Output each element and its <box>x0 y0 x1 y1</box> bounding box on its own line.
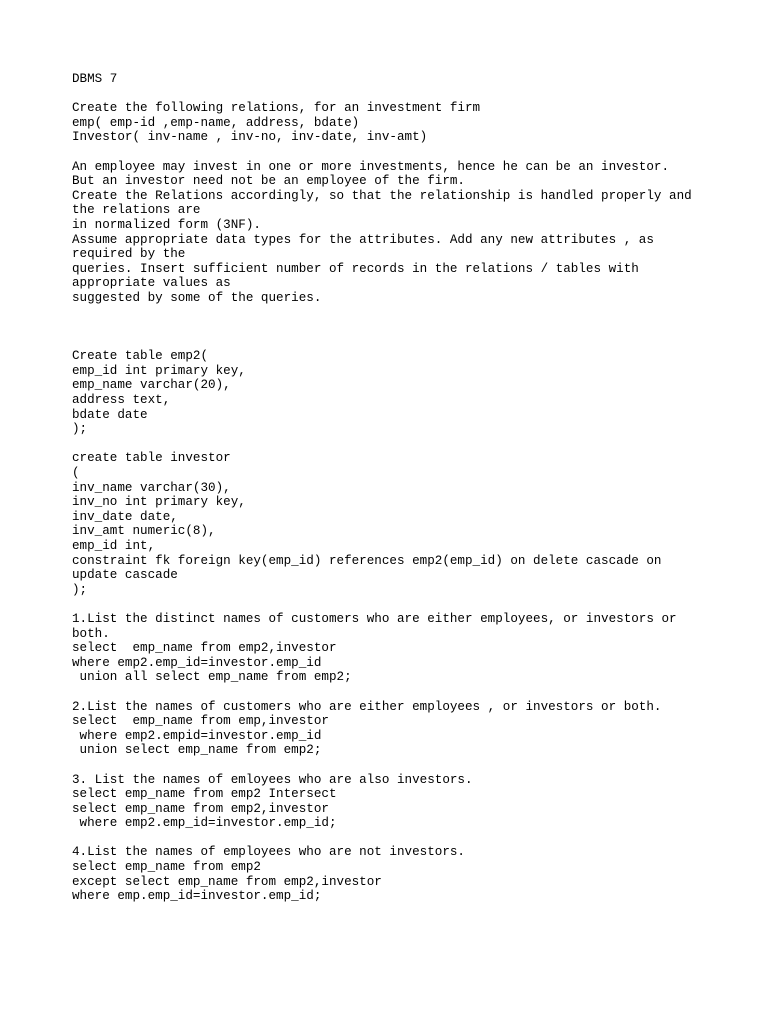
description-line: appropriate values as <box>72 276 231 291</box>
query-4-line: 4.List the names of employees who are not investors. <box>72 845 465 860</box>
query-2-line: select emp_name from emp,investor <box>72 714 329 729</box>
create-investor-line: ); <box>72 582 88 597</box>
query-4-line: except select emp_name from emp2,investor <box>72 874 382 889</box>
description-line: queries. Insert sufficient number of records in the relations / tables with <box>72 261 639 276</box>
query-2-line: where emp2.empid=investor.emp_id <box>72 728 322 743</box>
spacer <box>72 597 712 612</box>
document-title: DBMS 7 <box>72 72 118 86</box>
query-4-line: select emp_name from emp2 <box>72 860 261 875</box>
query-3-line: where emp2.emp_id=investor.emp_id; <box>72 816 337 831</box>
query-3-line: 3. List the names of emloyees who are also investors. <box>72 772 473 787</box>
create-investor-line: inv_no int primary key, <box>72 495 246 510</box>
spacer <box>72 87 712 102</box>
spacer <box>72 685 712 700</box>
query-2-line: 2.List the names of customers who are either employees , or investors or both. <box>72 699 662 714</box>
create-emp-line: Create table emp2( <box>72 349 209 364</box>
query-1-line: where emp2.emp_id=investor.emp_id <box>72 655 322 670</box>
create-emp-line: emp_id int primary key, <box>72 363 246 378</box>
description-line: Create the Relations accordingly, so that the relationship is handled properly and <box>72 188 692 203</box>
create-emp-line: emp_name varchar(20), <box>72 378 231 393</box>
query-1-line: both. <box>72 626 110 641</box>
query-1-line: select emp_name from emp2,investor <box>72 641 337 656</box>
spacer <box>72 831 712 846</box>
intro-line: Investor( inv-name , inv-no, inv-date, inv-amt) <box>72 130 428 145</box>
description-line: suggested by some of the queries. <box>72 290 322 305</box>
create-investor-line: inv_name varchar(30), <box>72 480 231 495</box>
description-line: An employee may invest in one or more investments, hence he can be an investor. <box>72 159 670 174</box>
spacer <box>72 306 712 321</box>
description-line: in normalized form (3NF). <box>72 217 261 232</box>
create-investor-line: inv_date date, <box>72 509 178 524</box>
spacer <box>72 758 712 773</box>
create-investor-line: ( <box>72 466 80 481</box>
query-3-line: select emp_name from emp2,investor <box>72 801 329 816</box>
query-2-line: union select emp_name from emp2; <box>72 743 322 758</box>
query-1-line: union all select emp_name from emp2; <box>72 670 352 685</box>
description-line: the relations are <box>72 203 201 218</box>
description-line: Assume appropriate data types for the attributes. Add any new attributes , as <box>72 232 654 247</box>
document-page <box>72 72 712 904</box>
create-emp-line: address text, <box>72 393 171 408</box>
create-investor-line: update cascade <box>72 568 178 583</box>
create-emp-line: bdate date <box>72 407 148 422</box>
create-emp-line: ); <box>72 422 88 437</box>
spacer <box>72 335 712 350</box>
description-line: required by the <box>72 247 186 262</box>
create-investor-line: inv_amt numeric(8), <box>72 524 216 539</box>
create-investor-line: emp_id int, <box>72 539 156 553</box>
spacer <box>72 437 712 452</box>
intro-line: emp( emp-id ,emp-name, address, bdate) <box>72 115 360 130</box>
query-4-line: where emp.emp_id=investor.emp_id; <box>72 889 322 904</box>
description-line: But an investor need not be an employee of the firm. <box>72 174 465 189</box>
query-3-line: select emp_name from emp2 Intersect <box>72 787 337 802</box>
spacer <box>72 320 712 335</box>
spacer <box>72 145 712 160</box>
create-investor-line: create table investor <box>72 451 231 466</box>
create-investor-line: constraint fk foreign key(emp_id) references emp2(emp_id) on delete cascade on <box>72 553 662 568</box>
query-1-line: 1.List the distinct names of customers who are either employees, or investors or <box>72 611 677 626</box>
intro-line: Create the following relations, for an investment firm <box>72 101 481 116</box>
